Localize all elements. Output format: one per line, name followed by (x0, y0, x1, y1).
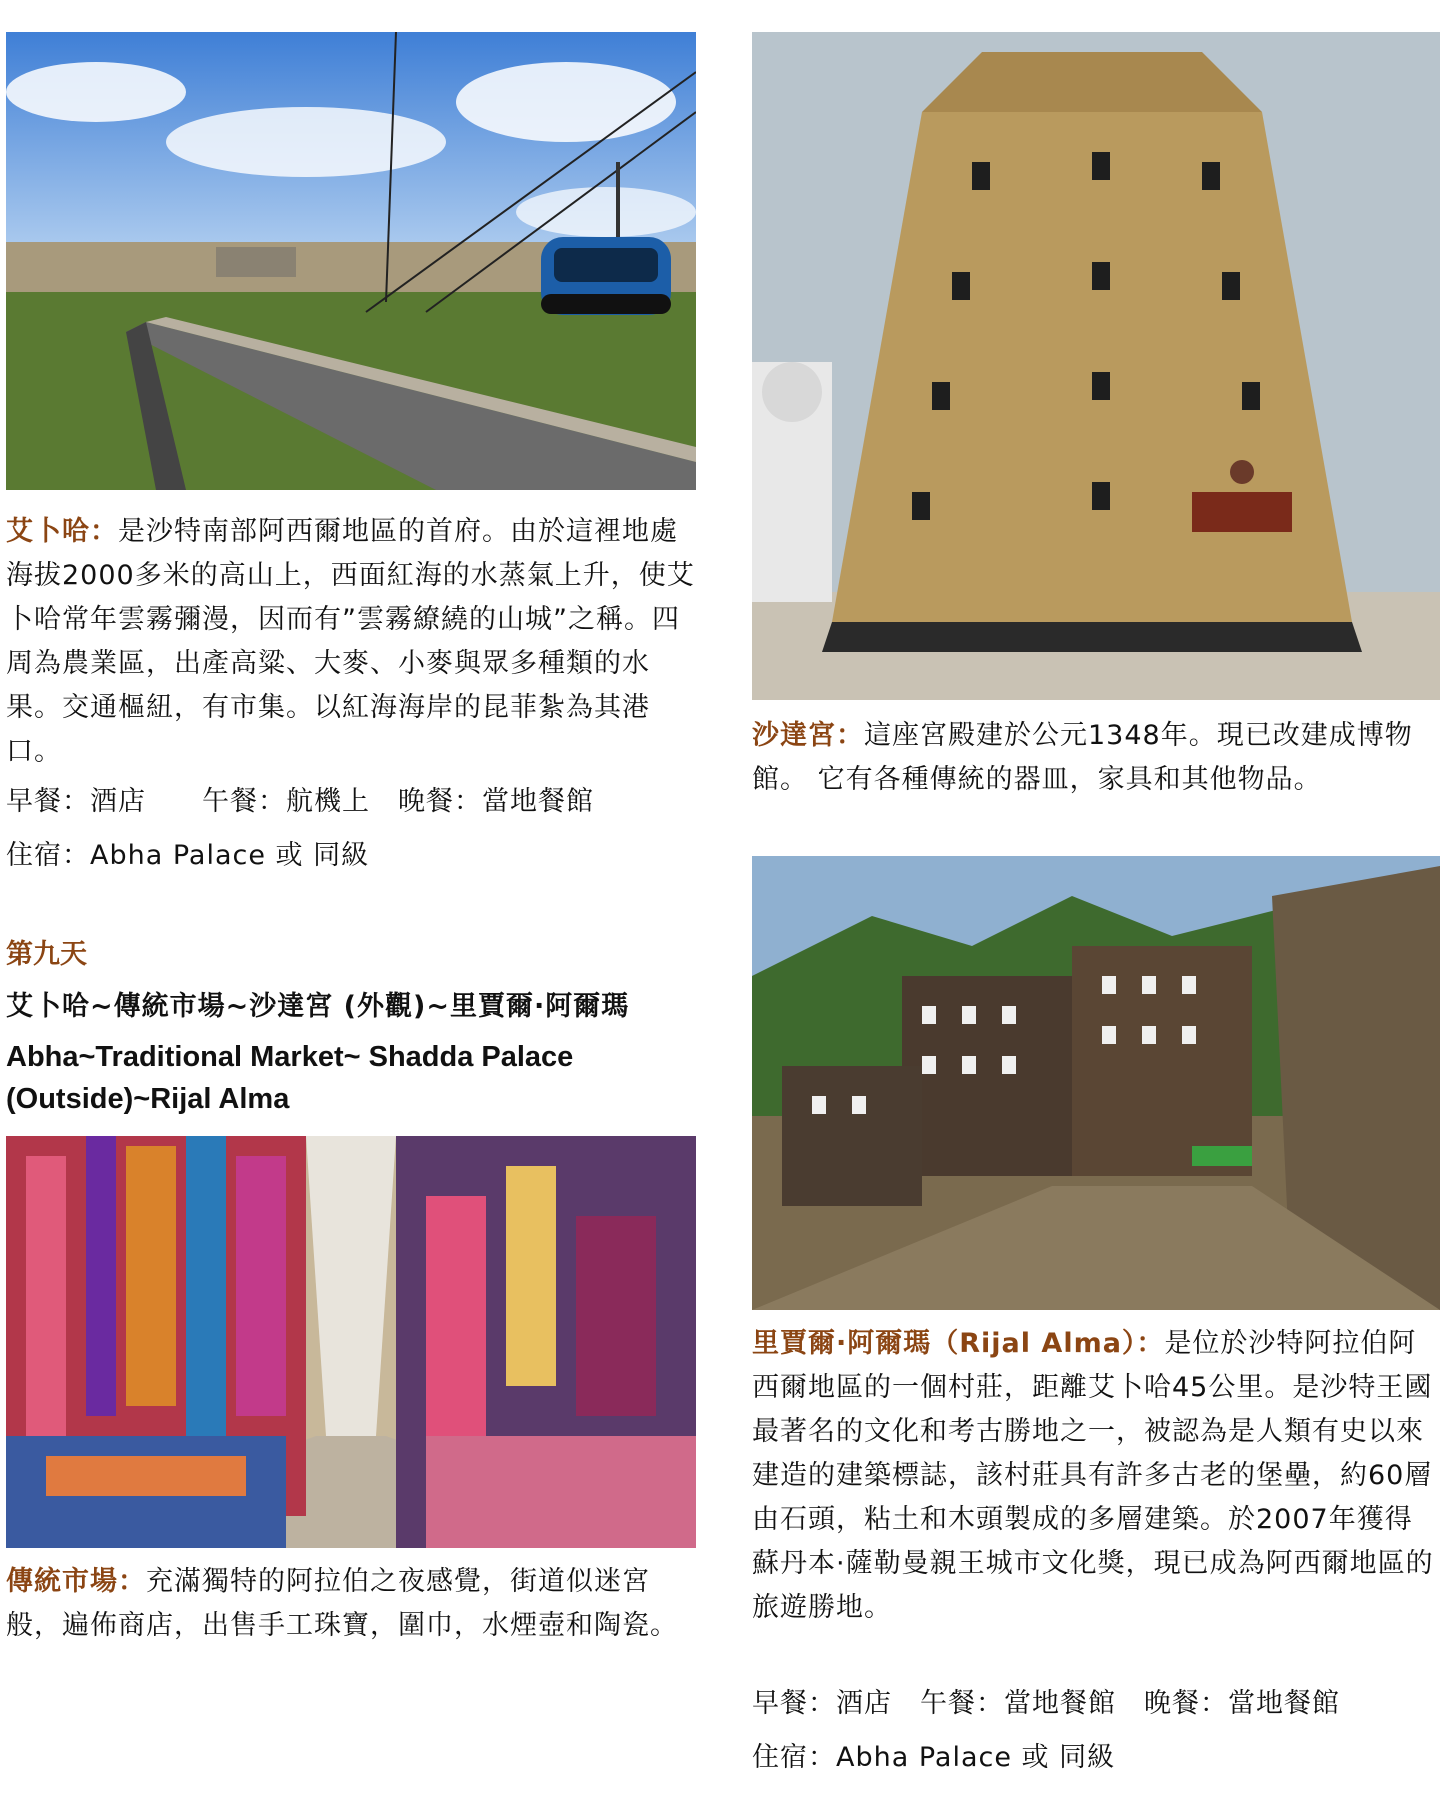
abha-lead: 艾卜哈： (6, 516, 118, 547)
market-lead: 傳統市場： (6, 1566, 146, 1597)
rijal-alma-photo (752, 856, 1440, 1310)
route-chinese: 艾卜哈~傳統市場~沙達宮 (外觀)~里賈爾·阿爾瑪 (6, 991, 630, 1022)
route-english-line2: (Outside)~Rijal Alma (6, 1083, 290, 1115)
shadda-palace-photo (752, 32, 1440, 700)
day-label: 第九天 (6, 939, 87, 970)
abha-cable-car-photo (6, 32, 696, 490)
hotel-day8: 住宿：Abha Palace 或 同級 (6, 840, 370, 871)
rijal-alma-lead: 里賈爾·阿爾瑪（Rijal Alma）： (752, 1328, 1165, 1359)
abha-text: 是沙特南部阿西爾地區的首府。由於這裡地處海拔2000多米的高山上，西面紅海的水蒸氣上升，使艾卜哈常年雲霧彌漫，因而有”雲霧繚繞的山城”之稱。四周為農業區，出產高粱、大麥、小麥與眾多種類的水果。交通樞紐，有市集。以紅海海岸的昆菲紮為其港口。 (6, 516, 695, 767)
hotel-day9: 住宿：Abha Palace 或 同級 (752, 1742, 1116, 1773)
shadda-text: 這座宮殿建於公元1348年。現已改建成博物館。 它有各種傳統的器皿，家具和其他物品。 (752, 720, 1413, 795)
market-text: 充滿獨特的阿拉伯之夜感覺，街道似迷宮般，遍佈商店，出售手工珠寶，圍巾，水煙壺和陶瓷。 (6, 1566, 678, 1641)
meals-day9: 早餐：酒店 午餐：當地餐館 晚餐：當地餐館 (752, 1688, 1340, 1719)
route-english-line1: Abha~Traditional Market~ Shadda Palace (6, 1041, 574, 1073)
market-description (6, 1560, 696, 1648)
abha-description (6, 510, 696, 774)
traditional-market-photo (6, 1136, 696, 1548)
meals-day8: 早餐：酒店 午餐：航機上 晚餐：當地餐館 (6, 786, 594, 817)
rijal-alma-text: 是位於沙特阿拉伯阿西爾地區的一個村莊，距離艾卜哈45公里。是沙特王國最著名的文化和考古勝地之一，被認為是人類有史以來建造的建築標誌，該村莊具有許多古老的堡壘，約60層由石頭，粘土和木頭製成的多層建築。於2007年獲得蘇丹本·薩勒曼親王城市文化獎，現已成為阿西爾地區的旅遊勝地。 (752, 1328, 1434, 1623)
rijal-alma-description (752, 1322, 1440, 1630)
shadda-lead: 沙達宮： (752, 720, 864, 751)
shadda-description (752, 714, 1440, 802)
